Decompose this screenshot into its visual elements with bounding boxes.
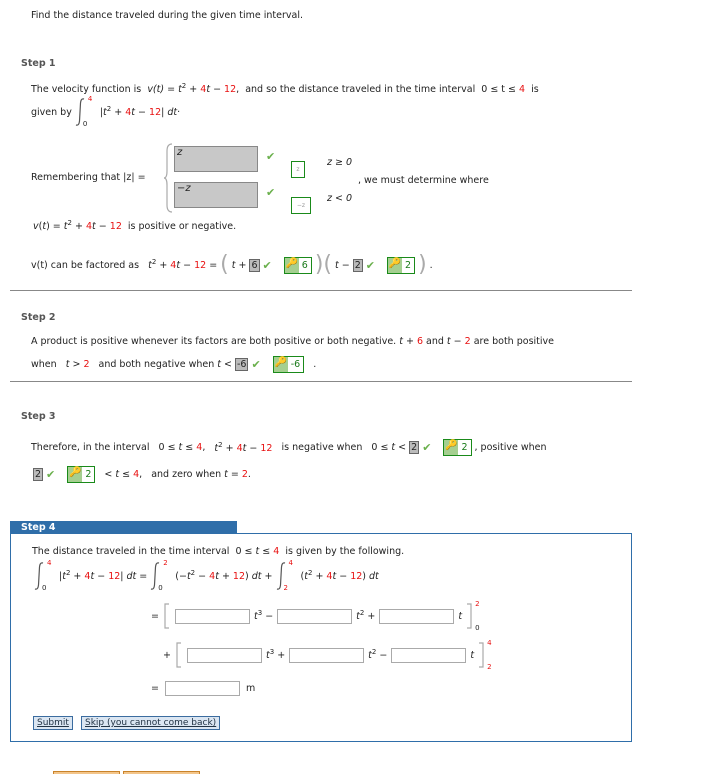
integral-sign [150, 561, 172, 591]
negative-upper-input[interactable]: 2 [411, 442, 418, 453]
step1-label: Step 1 [21, 58, 56, 69]
integrand-0: $|t^2 + 4t - 12|$ dt = [59, 569, 148, 583]
problem-title: Find the distance traveled during the given time interval. [31, 10, 303, 21]
antiderivative-row-1: = $t^3$ − $t^2$ + t 2 0 [151, 601, 482, 631]
upper-limit: 4 [288, 559, 293, 567]
answer-key-1: z [291, 161, 305, 178]
factor1-input[interactable]: 6 [251, 259, 258, 271]
equals: = [151, 683, 159, 694]
total-row [151, 681, 255, 696]
upper-limit: 4 [47, 559, 52, 567]
answer-key: 🔑 2 [67, 466, 95, 483]
condition-1: z ≥ 0 [327, 157, 353, 168]
left-bracket [175, 642, 183, 668]
check-icon: ✔ [262, 258, 272, 272]
lower-limit: 2 [283, 584, 288, 592]
step1-line2: given by 4 0 $|t^2 + 4t - 12|$ dt· [31, 95, 181, 128]
factor-line: v(t) can be factored as $t^2 + 4t - 12$ = ( t + 6 ✔ 🔑 6 )( t − 2 ✔ 🔑 2 ) . [31, 252, 433, 277]
key-icon: 🔑 [274, 357, 288, 372]
answer-key: 🔑 2 [443, 439, 471, 456]
condition-2: z < 0 [327, 193, 353, 204]
check-icon: ✔ [251, 358, 261, 371]
coef-t2-1[interactable] [277, 609, 352, 624]
answer-key: 🔑 6 [284, 257, 312, 274]
coef-t-1[interactable] [379, 609, 454, 624]
right-bracket [466, 601, 482, 631]
integrand-1: $(-t^2 - 4t + 12)$ dt + [175, 569, 273, 583]
divider [10, 290, 632, 291]
positive-lower-input[interactable]: 2 [35, 469, 42, 480]
step2-line1: A product is positive whenever its factors are both positive or both negative. t + 6 and t − 2 are both positive [31, 336, 554, 347]
integral-sign [75, 97, 97, 127]
check-icon: ✔ [46, 468, 56, 481]
step4-header: Step 4 [10, 521, 237, 534]
determine-text: , we must determine where [358, 175, 489, 186]
right-bracket [478, 640, 494, 670]
step4-intro: The distance traveled in the time interval 0 ≤ t ≤ 4 is given by the following. [32, 546, 405, 557]
upper-limit: 2 [163, 559, 168, 567]
step3-label: Step 3 [21, 411, 56, 422]
antiderivative-row-2: + $t^3$ + $t^2$ − t 4 2 [163, 640, 494, 670]
factor2-input[interactable]: 2 [354, 259, 361, 271]
left-bracket [163, 603, 171, 629]
equals: = [151, 610, 159, 622]
key-icon: 🔑 [444, 440, 458, 455]
upper-limit: 2 [475, 600, 480, 608]
submit-button[interactable]: Submit [33, 716, 73, 730]
upper-limit: 4 [487, 639, 492, 647]
coef-t3-2[interactable] [187, 648, 262, 663]
piecewise-input-2[interactable]: −z [174, 182, 258, 208]
key-icon: 🔑 [285, 258, 299, 273]
coef-t2-2[interactable] [289, 648, 364, 663]
lower-limit: 0 [475, 624, 480, 632]
answer-key-2: −z [291, 197, 311, 214]
lower-limit: 0 [158, 584, 163, 592]
step1-line1: The velocity function is $v(t) = t^2 + 4t - 12$, and so the distance traveled in the time interval 0 ≤ t ≤ 4 is [31, 82, 539, 96]
negative-bound-input[interactable]: -6 [236, 359, 247, 370]
integral-sign [34, 561, 56, 591]
check-icon: ✔ [266, 186, 276, 199]
key-icon: 🔑 [68, 467, 82, 482]
skip-button[interactable]: Skip (you cannot come back) [81, 716, 220, 730]
unit-label: m [245, 683, 256, 694]
coef-t3-1[interactable] [175, 609, 250, 624]
vt-posneg: $v(t) = t^2 + 4t - 12$ is positive or negative. [33, 219, 237, 233]
key-icon: 🔑 [388, 258, 402, 273]
step2-label: Step 2 [21, 312, 56, 323]
answer-key: 🔑 2 [387, 257, 415, 274]
lower-limit: 2 [487, 663, 492, 671]
integral-split [34, 561, 379, 591]
integrand-2: $(t^2 + 4t - 12)$ dt [300, 569, 379, 583]
step2-line2: when t > 2 and both negative when t < -6 ✔ 🔑 -6 . [31, 357, 317, 371]
check-icon: ✔ [266, 150, 276, 163]
integrand: $|t^2 + 4t - 12|$ dt· [99, 105, 181, 119]
brace [163, 143, 173, 213]
step3-line2: 2 ✔ 🔑 2 < t ≤ 4, and zero when t = 2. [35, 467, 251, 481]
plus: + [163, 649, 171, 661]
divider [10, 381, 632, 382]
piecewise-input-1[interactable]: z [174, 146, 258, 172]
upper-limit: 4 [87, 95, 93, 103]
lower-limit: 0 [42, 584, 47, 592]
total-distance-input[interactable] [165, 681, 240, 696]
answer-key: 🔑 -6 [273, 356, 304, 373]
check-icon: ✔ [365, 258, 375, 272]
coef-t-2[interactable] [391, 648, 466, 663]
lower-limit: 0 [82, 120, 88, 128]
step3-line1: Therefore, in the interval 0 ≤ t ≤ 4, $t^2 + 4t - 12$ is negative when 0 ≤ t < 2 ✔ 🔑 2 , positive when [31, 440, 547, 455]
remembering-text: Remembering that |z| = [31, 172, 146, 183]
check-icon: ✔ [422, 441, 432, 454]
integral-sign [276, 561, 298, 591]
